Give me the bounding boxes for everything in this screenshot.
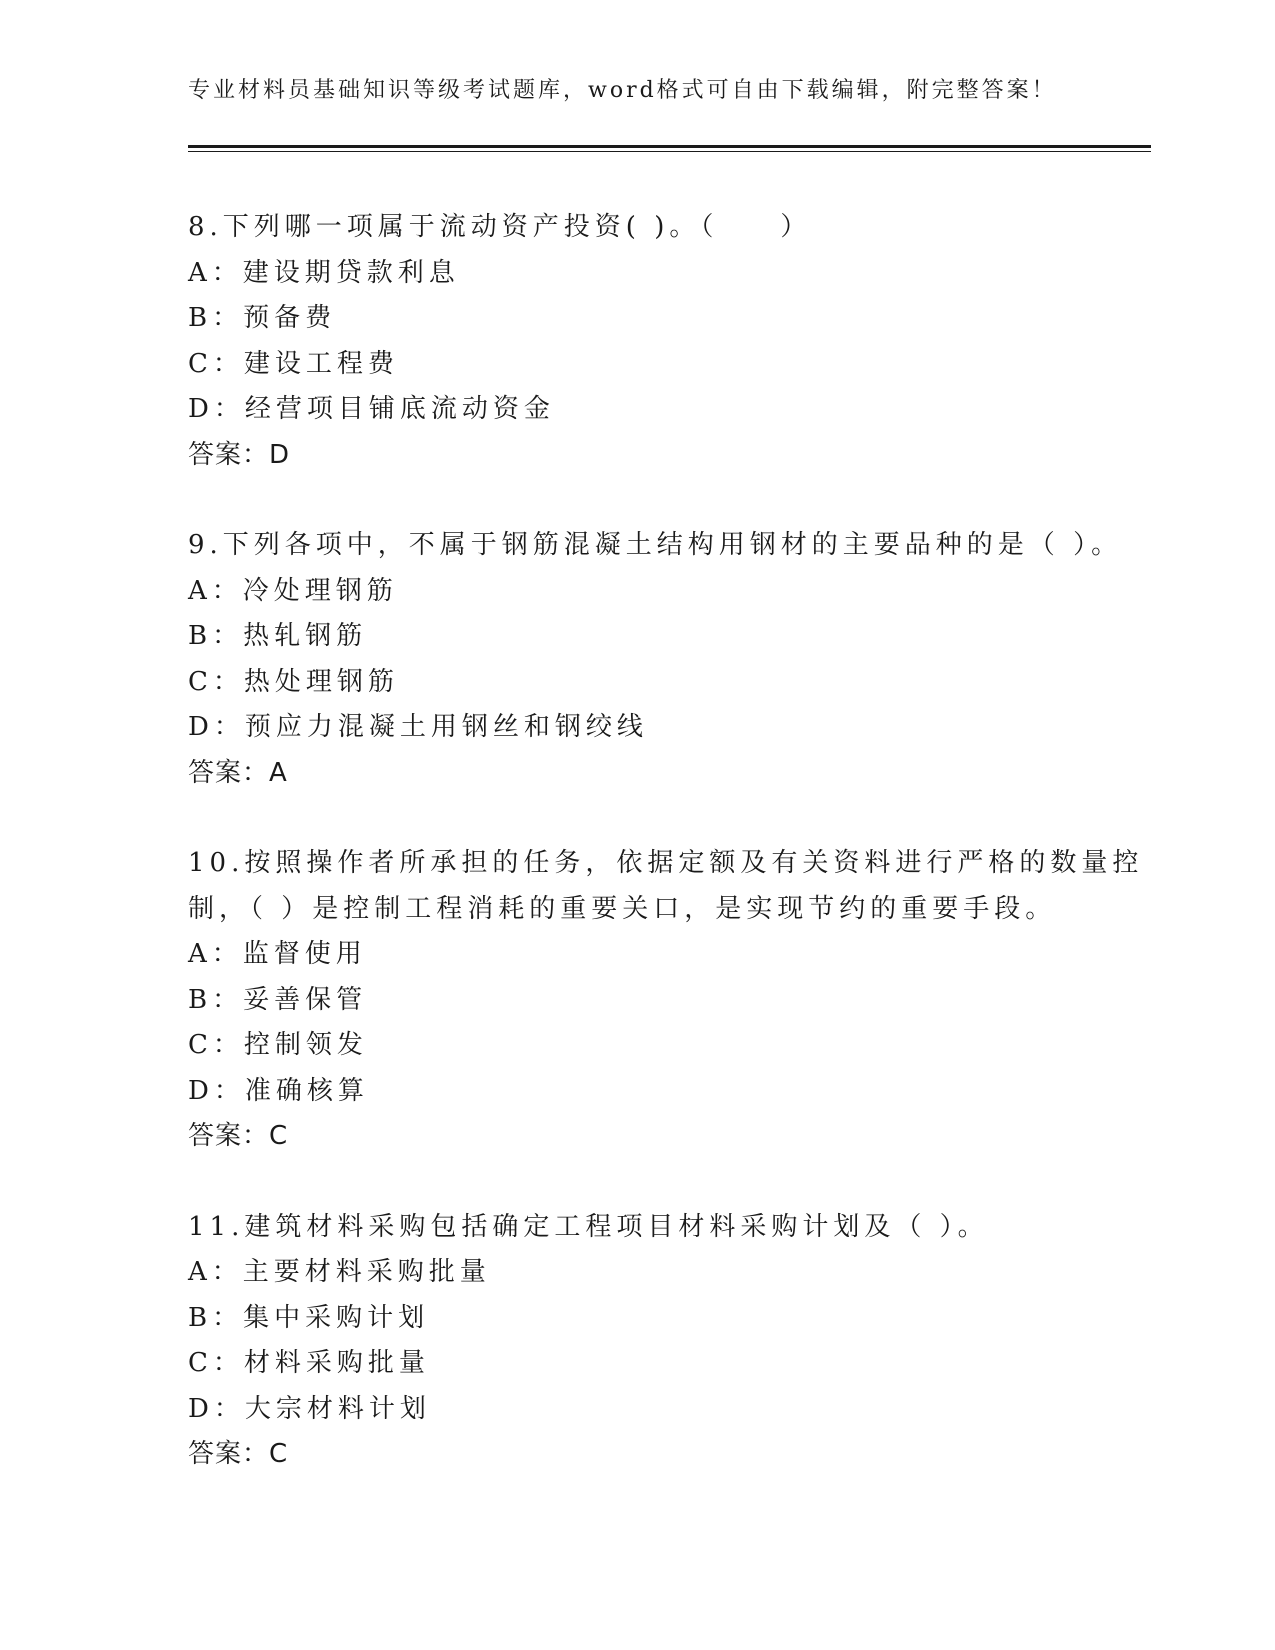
question-stem: 9.下列各项中，不属于钢筋混凝土结构用钢材的主要品种的是（ ）。	[188, 530, 1123, 560]
option-d: D：预应力混凝土用钢丝和钢绞线	[188, 712, 648, 742]
header-rule-thick	[188, 145, 1151, 148]
option-d: D：大宗材料计划	[188, 1393, 431, 1424]
question-list	[188, 205, 1144, 1523]
option-b: B：热轧钢筋	[188, 621, 368, 651]
option-d: D：准确核算	[188, 1075, 369, 1106]
header-rule-thin	[188, 151, 1151, 152]
option-a: A：冷处理钢筋	[188, 575, 398, 606]
option-a: A：主要材料采购批量	[188, 1257, 491, 1287]
question-10	[188, 841, 1144, 1160]
answer: 答案：C	[188, 1121, 289, 1151]
question-stem: 8.下列哪一项属于流动资产投资( )。（ ）	[188, 212, 812, 242]
question-11	[188, 1205, 1088, 1478]
option-c: C：热处理钢筋	[188, 666, 399, 697]
page-header: 专业材料员基础知识等级考试题库，word格式可自由下载编辑，附完整答案！	[188, 78, 1057, 103]
answer: 答案：A	[188, 757, 288, 788]
option-c: C：建设工程费	[188, 348, 399, 379]
option-b: B：妥善保管	[188, 984, 368, 1015]
question-8	[188, 205, 1088, 478]
option-b: B：预备费	[188, 303, 337, 333]
option-d: D：经营项目铺底流动资金	[188, 394, 555, 424]
option-a: A：建设期贷款利息	[188, 257, 460, 288]
option-c: C：材料采购批量	[188, 1348, 430, 1378]
option-a: A：监督使用	[188, 939, 367, 969]
question-stem: 11.建筑材料采购包括确定工程项目材料采购计划及（ ）。	[188, 1211, 989, 1242]
option-c: C：控制领发	[188, 1030, 368, 1060]
answer: 答案：D	[188, 439, 291, 470]
answer: 答案：C	[188, 1439, 289, 1469]
option-b: B：集中采购计划	[188, 1302, 430, 1333]
question-stem-line-2: 制，（ ）是控制工程消耗的重要关口，是实现节约的重要手段。	[188, 893, 1057, 924]
question-stem-line-1: 10.按照操作者所承担的任务，依据定额及有关资料进行严格的数量控	[188, 848, 1144, 878]
question-9	[188, 523, 1123, 796]
